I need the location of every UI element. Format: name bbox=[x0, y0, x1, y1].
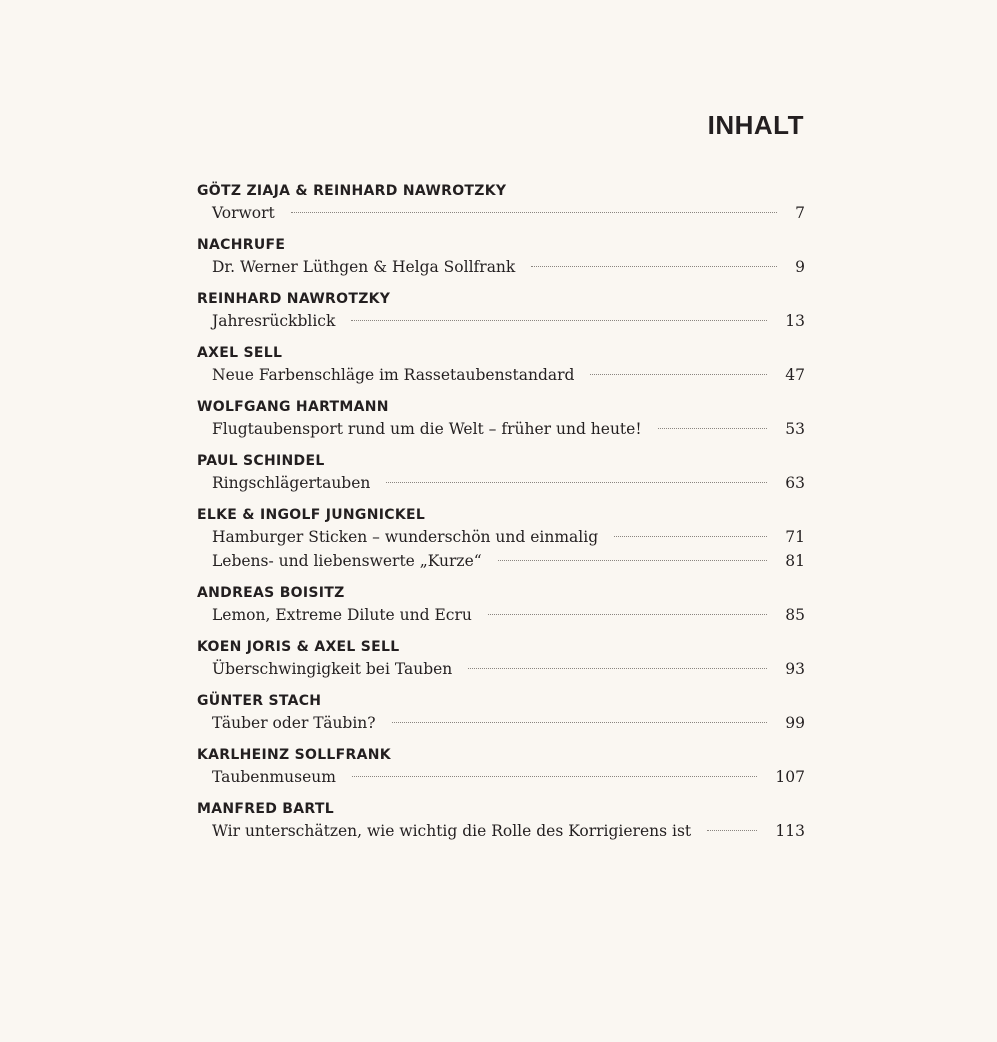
page-number: 7 bbox=[795, 204, 805, 222]
dot-leader bbox=[498, 560, 768, 561]
toc-entry bbox=[197, 471, 805, 495]
entry-title: Überschwingigkeit bei Tauben bbox=[212, 660, 453, 678]
toc-section bbox=[197, 746, 805, 789]
page-number: 53 bbox=[785, 420, 805, 438]
dot-leader bbox=[590, 374, 767, 375]
toc-section bbox=[197, 236, 805, 279]
dot-leader bbox=[352, 776, 757, 777]
page-number: 113 bbox=[775, 822, 805, 840]
entry-title: Jahresrückblick bbox=[212, 312, 336, 330]
toc-entry bbox=[197, 603, 805, 627]
entry-title: Lemon, Extreme Dilute und Ecru bbox=[212, 606, 472, 624]
entry-title: Täuber oder Täubin? bbox=[212, 714, 376, 732]
page-number: 99 bbox=[785, 714, 805, 732]
entry-title: Vorwort bbox=[212, 204, 275, 222]
toc-entry bbox=[197, 711, 805, 735]
toc-section bbox=[197, 344, 805, 387]
entry-title: Flugtaubensport rund um die Welt – früher und heute! bbox=[212, 420, 642, 438]
entry-title: Ringschlägertauben bbox=[212, 474, 371, 492]
entry-title: Neue Farbenschläge im Rassetaubenstandard bbox=[212, 366, 575, 384]
section-author: NACHRUFE bbox=[197, 237, 286, 253]
toc-section bbox=[197, 398, 805, 441]
page-number: 107 bbox=[775, 768, 805, 786]
page-title: INHALT bbox=[707, 110, 804, 140]
toc-entry bbox=[197, 201, 805, 225]
toc-section bbox=[197, 182, 805, 225]
page-number: 81 bbox=[785, 552, 805, 570]
entry-title: Hamburger Sticken – wunderschön und einmalig bbox=[212, 528, 599, 546]
dot-leader bbox=[658, 428, 768, 429]
toc-entry bbox=[197, 309, 805, 333]
toc-entry bbox=[197, 819, 805, 843]
section-author: KOEN JORIS & AXEL SELL bbox=[197, 639, 400, 655]
toc-section bbox=[197, 584, 805, 627]
toc-entry bbox=[197, 525, 805, 549]
dot-leader bbox=[488, 614, 767, 615]
page-number: 13 bbox=[785, 312, 805, 330]
page-number: 9 bbox=[795, 258, 805, 276]
page-number: 47 bbox=[785, 366, 805, 384]
page-number: 93 bbox=[785, 660, 805, 678]
entry-title: Dr. Werner Lüthgen & Helga Sollfrank bbox=[212, 258, 516, 276]
dot-leader bbox=[468, 668, 767, 669]
table-of-contents bbox=[197, 182, 805, 854]
toc-section bbox=[197, 638, 805, 681]
page-number: 63 bbox=[785, 474, 805, 492]
toc-section bbox=[197, 692, 805, 735]
page-number: 71 bbox=[785, 528, 805, 546]
section-author: KARLHEINZ SOLLFRANK bbox=[197, 747, 391, 763]
page-number: 85 bbox=[785, 606, 805, 624]
section-author: AXEL SELL bbox=[197, 345, 283, 361]
entry-title: Wir unterschätzen, wie wichtig die Rolle des Korrigierens ist bbox=[212, 822, 692, 840]
toc-entry bbox=[197, 549, 805, 573]
section-author: PAUL SCHINDEL bbox=[197, 453, 325, 469]
section-author: GÜNTER STACH bbox=[197, 693, 322, 709]
section-author: GÖTZ ZIAJA & REINHARD NAWROTZKY bbox=[197, 183, 507, 199]
toc-section bbox=[197, 290, 805, 333]
dot-leader bbox=[614, 536, 767, 537]
toc-section bbox=[197, 506, 805, 573]
section-author: MANFRED BARTL bbox=[197, 801, 334, 817]
section-author: ANDREAS BOISITZ bbox=[197, 585, 345, 601]
dot-leader bbox=[707, 830, 757, 831]
entry-title: Lebens- und liebenswerte „Kurze“ bbox=[212, 552, 482, 570]
dot-leader bbox=[291, 212, 777, 213]
toc-section bbox=[197, 800, 805, 843]
entry-title: Taubenmuseum bbox=[212, 768, 336, 786]
toc-entry bbox=[197, 657, 805, 681]
toc-entry bbox=[197, 417, 805, 441]
dot-leader bbox=[392, 722, 768, 723]
toc-section bbox=[197, 452, 805, 495]
dot-leader bbox=[351, 320, 767, 321]
dot-leader bbox=[386, 482, 767, 483]
section-author: REINHARD NAWROTZKY bbox=[197, 291, 391, 307]
toc-entry bbox=[197, 363, 805, 387]
toc-entry bbox=[197, 765, 805, 789]
toc-entry bbox=[197, 255, 805, 279]
dot-leader bbox=[531, 266, 777, 267]
section-author: ELKE & INGOLF JUNGNICKEL bbox=[197, 507, 426, 523]
section-author: WOLFGANG HARTMANN bbox=[197, 399, 389, 415]
